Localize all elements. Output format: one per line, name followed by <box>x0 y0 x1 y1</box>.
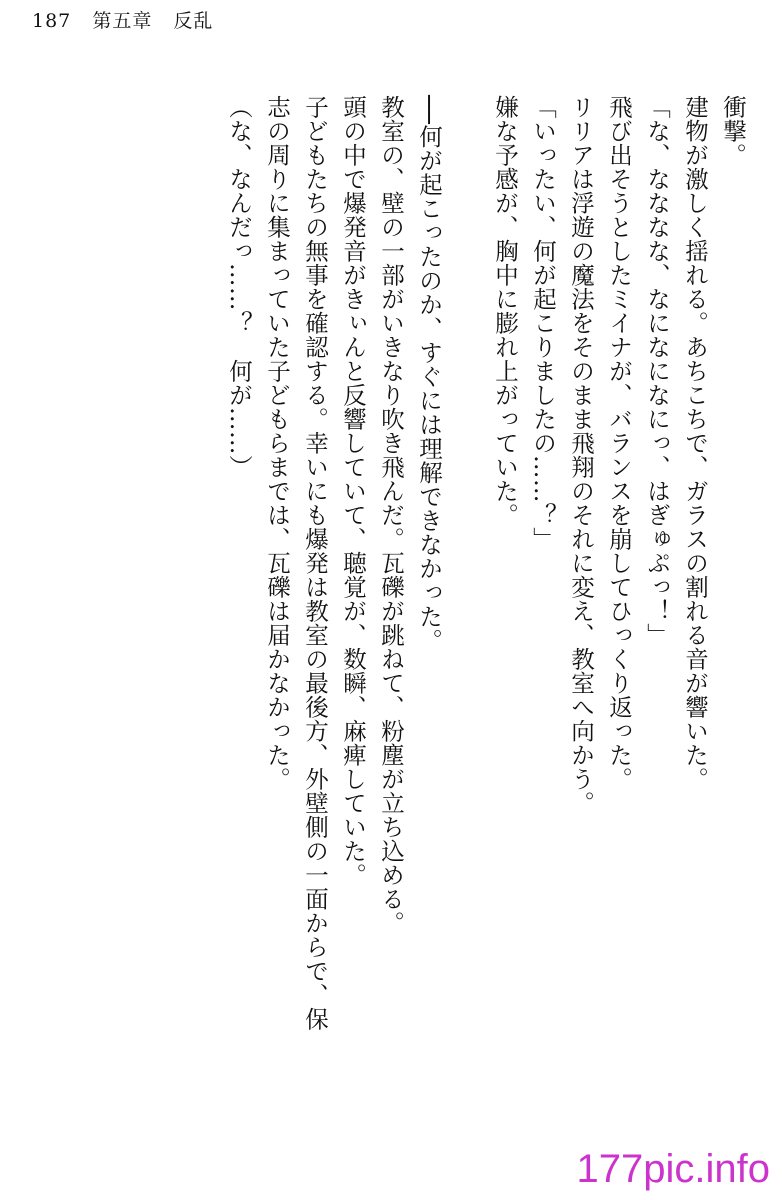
text-line: 子どもたちの無事を確認する。幸いにも爆発は教室の最後方、外壁側の一面からで、保 <box>301 95 329 1031</box>
text-line: 頭の中で爆発音がきぃんと反響していて、聴覚が、数瞬、麻痺していた。 <box>339 95 367 887</box>
chapter-label: 第五章 <box>92 10 153 32</box>
text-line: 教室の、壁の一部がいきなり吹き飛んだ。瓦礫が跳ねて、粉塵が立ち込める。 <box>377 95 405 935</box>
text-line: 飛び出そうとしたミイナが、バランスを崩してひっくり返った。 <box>605 95 633 791</box>
text-line: （な、なんだっ……？ 何が……） <box>225 95 253 479</box>
vertical-body-text <box>52 95 752 1155</box>
page-header <box>32 6 227 33</box>
watermark: 177pic.info <box>576 1147 770 1191</box>
text-line: 建物が激しく揺れる。あちこちで、ガラスの割れる音が響いた。 <box>681 95 709 791</box>
text-line: リリアは浮遊の魔法をそのまま飛翔のそれに変え、教室へ向かう。 <box>567 95 595 815</box>
text-line: 「いったい、何が起こりましたの……？」 <box>529 95 557 551</box>
text-line: 嫌な予感が、胸中に膨れ上がっていた。 <box>491 95 519 527</box>
chapter-title: 反乱 <box>173 10 214 32</box>
section-break <box>448 95 486 1155</box>
text-line: ──何が起こったのか、すぐには理解できなかった。 <box>415 95 443 653</box>
text-line: 志の周りに集まっていた子どもらまでは、瓦礫は届かなかった。 <box>263 95 291 791</box>
text-line: 「な、なななな、なになになにっ、はぎゅぷっ！」 <box>643 95 671 647</box>
text-line: 衝撃。 <box>719 95 747 167</box>
page-number: 187 <box>32 10 72 32</box>
